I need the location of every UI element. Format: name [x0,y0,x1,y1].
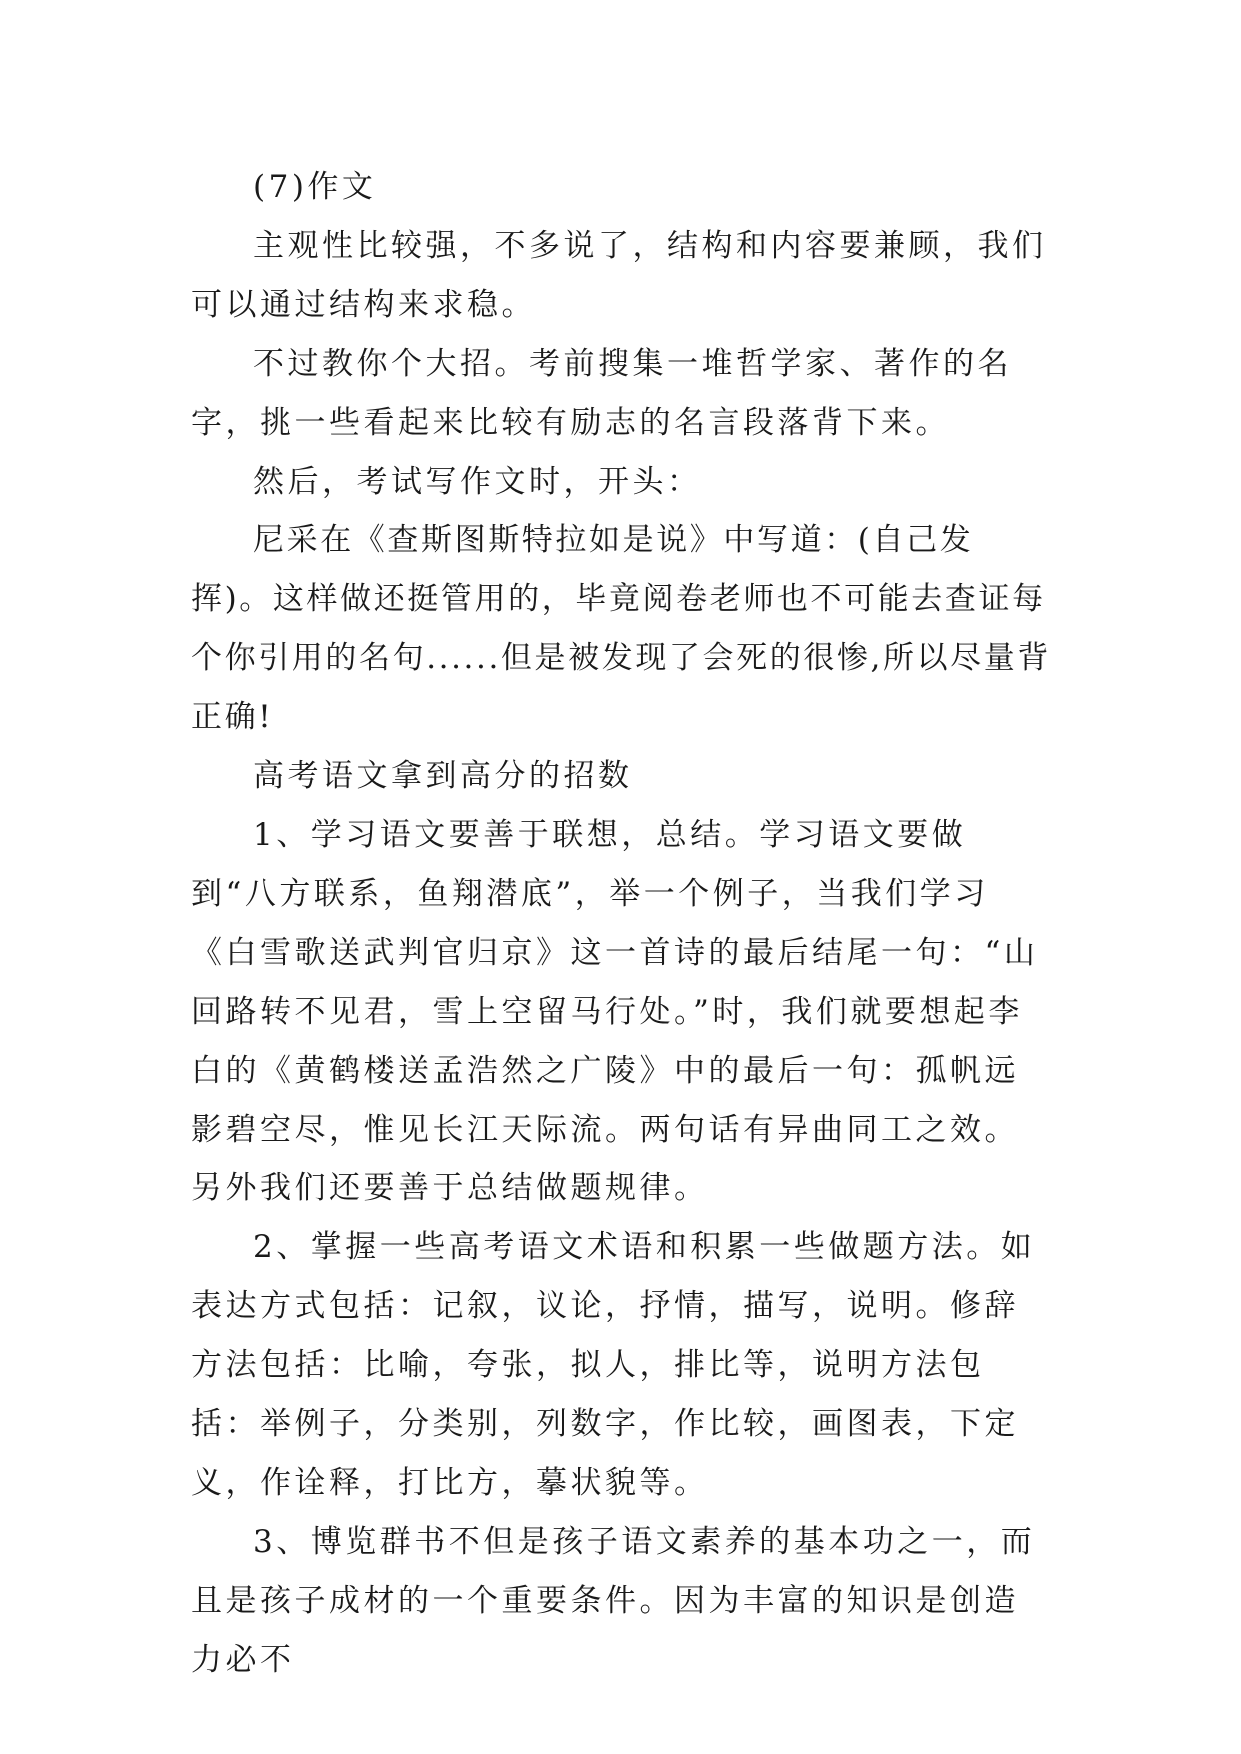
paragraph-subjective: 主观性比较强，不多说了，结构和内容要兼顾，我们可以通过结构来求稳。 [191,227,1047,323]
heading-composition: (7)作文 [253,169,377,205]
paragraph-nietzsche: 尼采在《查斯图斯特拉如是说》中写道：(自己发挥)。这样做还挺管用的，毕竟阅卷老师也不可能去查证每个你引用的名句......但是被发现了会死的很惨,所以尽量背正确! [191,522,1051,736]
heading-high-score-tips: 高考语文拿到高分的招数 [253,758,633,795]
paragraph-tip-2: 2、掌握一些高考语文术语和积累一些做题方法。如表达方式包括：记叙，议论，抒情，描写，说明。修辞方法包括：比喻，夸张，拟人，排比等，说明方法包括：举例子，分类别，列数字，作比较，画图表，下定义，作诠释，打比方，摹状貌等。 [191,1229,1036,1501]
paragraph-trick: 不过教你个大招。考前搜集一堆哲学家、著作的名字，挑一些看起来比较有励志的名言段落背下来。 [191,345,1012,441]
paragraph-tip-1: 1、学习语文要善于联想，总结。学习语文要做到“八方联系，鱼翔潜底”，举一个例子，当我们学习《白雪歌送武判官归京》这一首诗的最后结尾一句：“山回路转不见君，雪上空留马行处。”时，我们就要想起李白的《黄鹤楼送孟浩然之广陵》中的最后一句：孤帆远影碧空尽，惟见长江天际流。两句话有异曲同工之效。另外我们还要善于总结做题规律。 [191,816,1039,1207]
paragraph-tip-3: 3、博览群书不但是孩子语文素养的基本功之一，而且是孩子成材的一个重要条件。因为丰富的知识是创造力必不 [191,1523,1036,1678]
document-page [191,158,1051,1690]
paragraph-opening: 然后，考试写作文时，开头： [253,463,702,500]
